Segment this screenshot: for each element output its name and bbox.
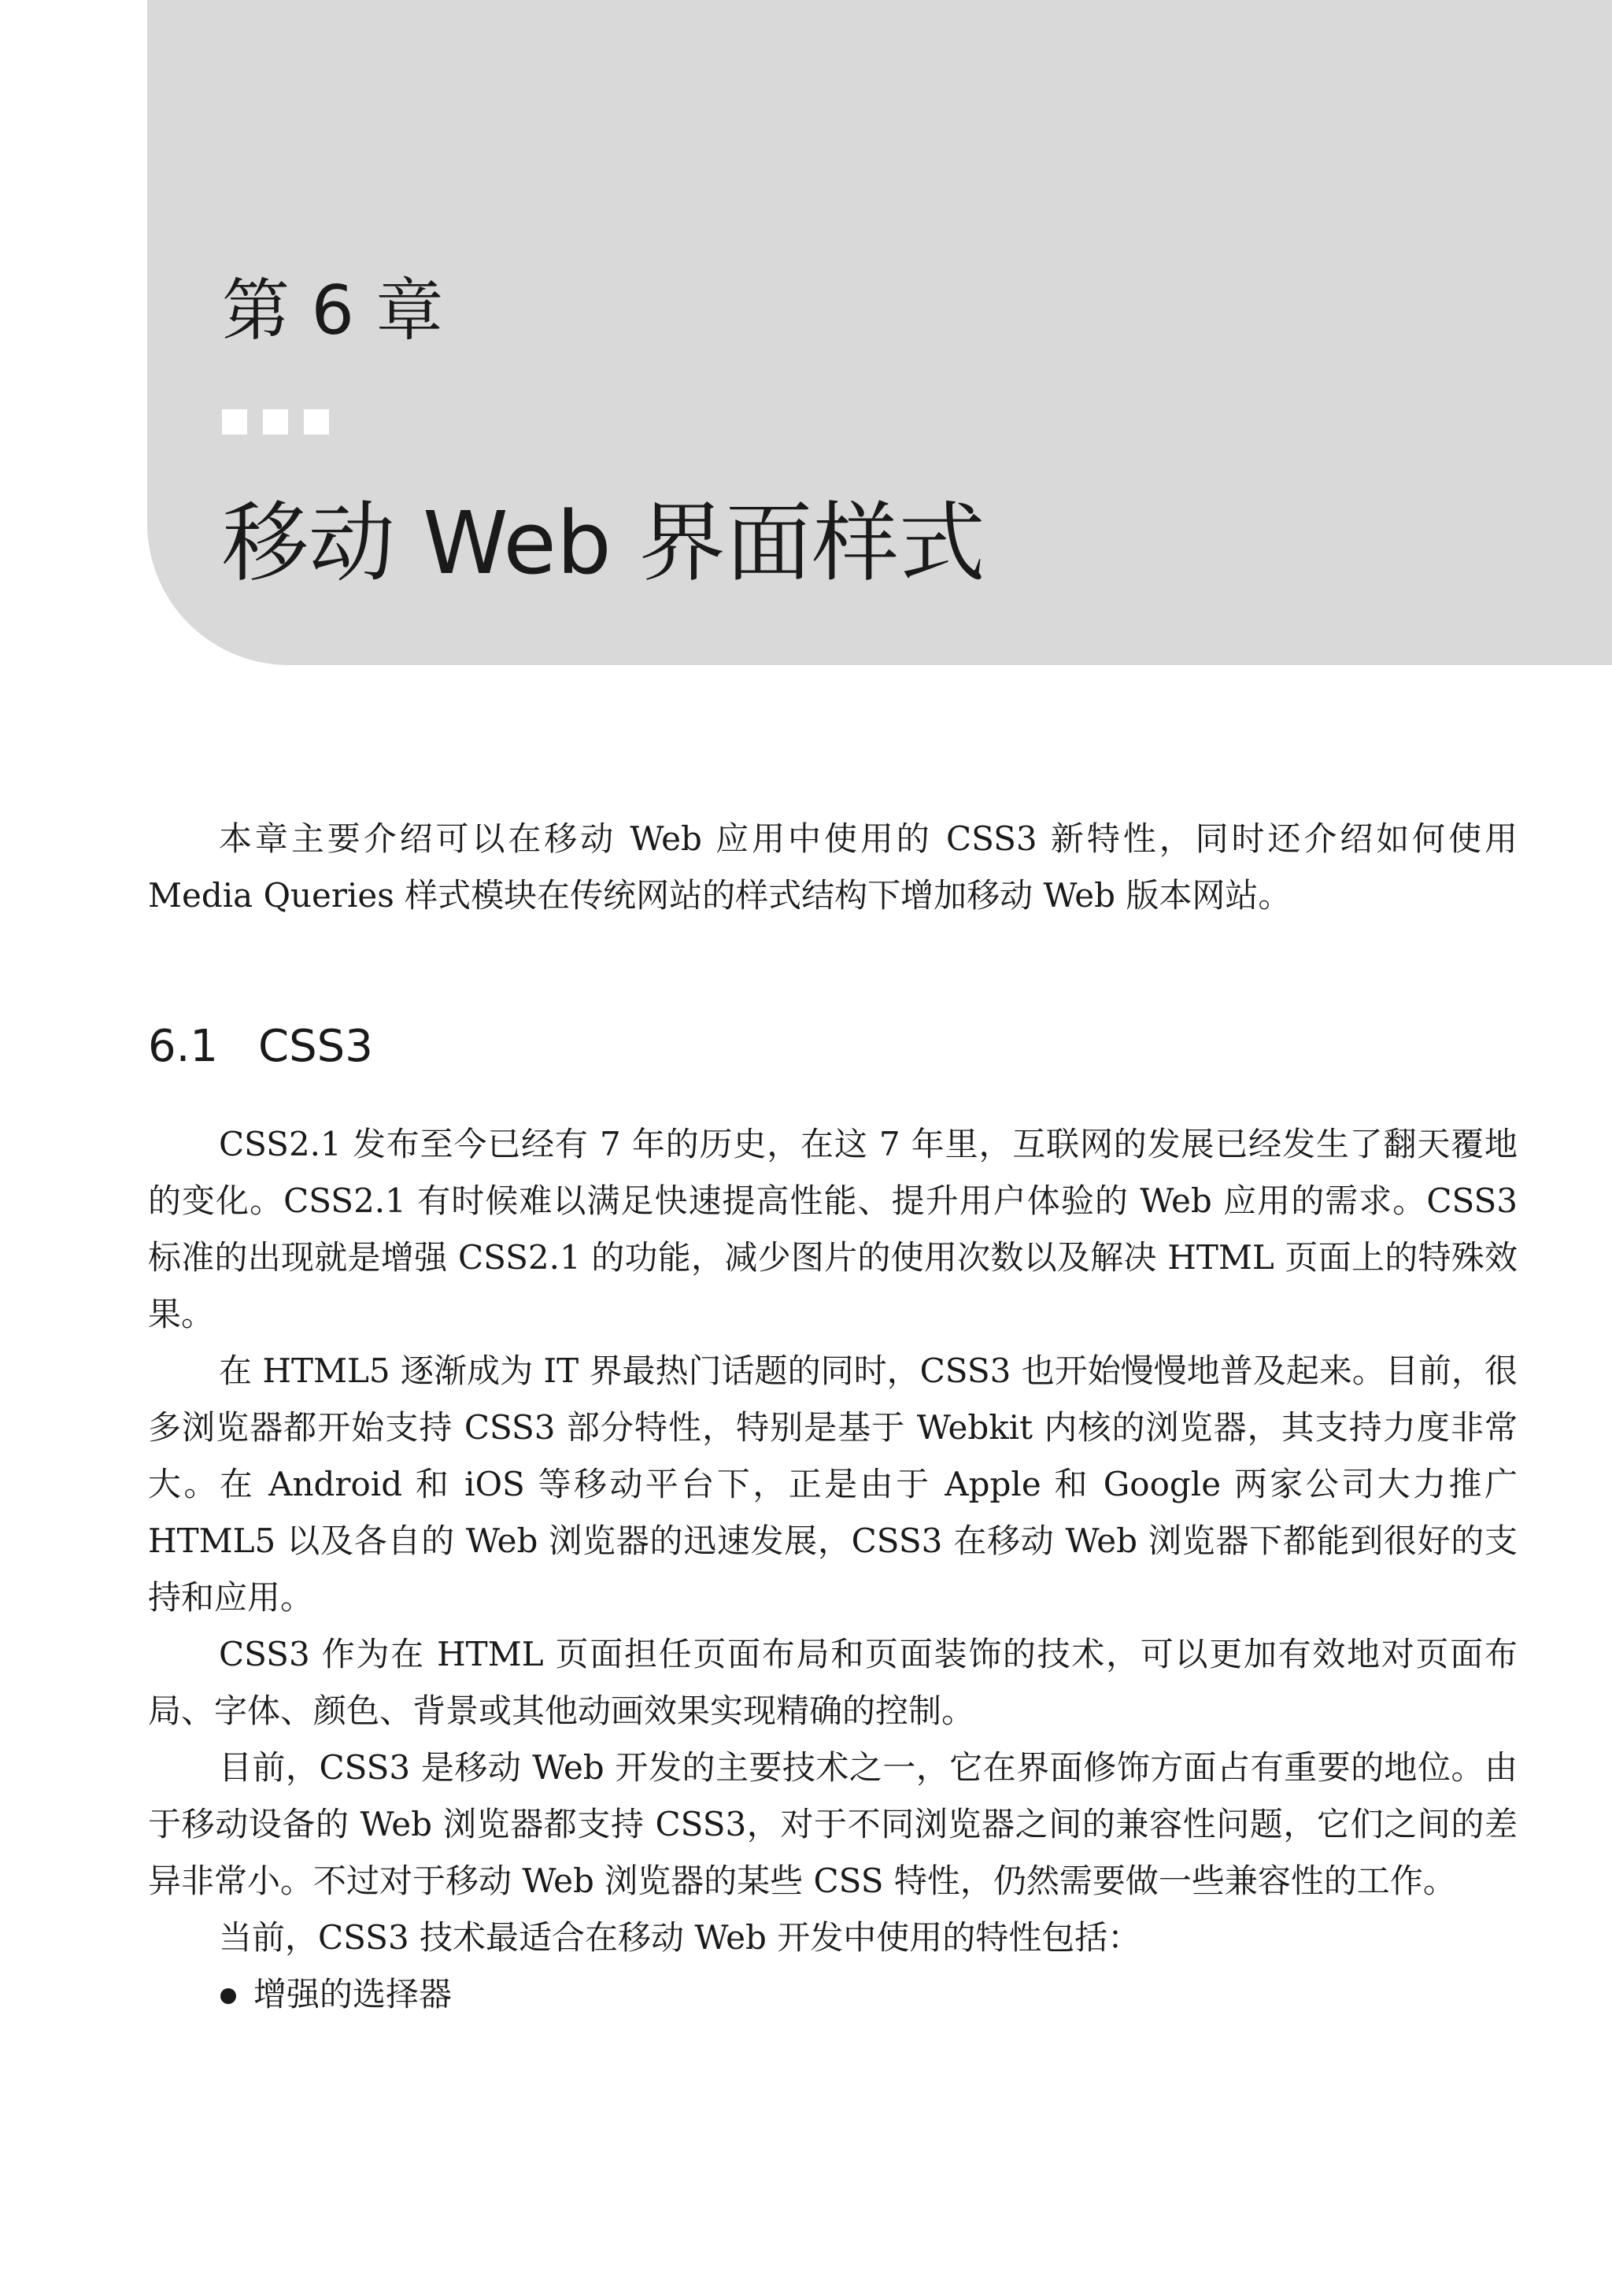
decoration-square	[263, 409, 288, 434]
chapter-decoration	[222, 409, 329, 434]
decoration-square	[222, 409, 247, 434]
chapter-title: 移动 Web 界面样式	[222, 493, 985, 593]
chapter-number: 第 6 章	[222, 272, 444, 350]
paragraph: CSS2.1 发布至今已经有 7 年的历史，在这 7 年里，互联网的发展已经发生了翻天覆地的变化。CSS2.1 有时候难以满足快速提高性能、提升用户体验的 Web 应用的需求。CSS3 标准的出现就是增强 CSS2.1 的功能，减少图片的使用次数以及解决 HTML 页面上的特殊效果。	[148, 1125, 1518, 1333]
paragraph: 当前，CSS3 技术最适合在移动 Web 开发中使用的特性包括：	[219, 1918, 1141, 1957]
bullet-icon	[220, 1988, 236, 2004]
bullet-list-item	[148, 1966, 1518, 2023]
bullet-text: 增强的选择器	[253, 1975, 453, 2013]
decoration-square	[304, 409, 329, 434]
paragraph: 在 HTML5 逐渐成为 IT 界最热门话题的同时，CSS3 也开始慢慢地普及起来。目前，很多浏览器都开始支持 CSS3 部分特性，特别是基于 Webkit 内核的浏览器，其支持力度非常大。在 Android 和 iOS 等移动平台下，正是由于 Apple 和 Google 两家公司大力推广 HTML5 以及各自的 Web 浏览器的迅速发展，CSS3 在移动 Web 浏览器下都能到很好的支持和应用。	[148, 1351, 1518, 1617]
section-heading	[148, 1015, 373, 1078]
paragraph: 目前，CSS3 是移动 Web 开发的主要技术之一，它在界面修饰方面占有重要的地位。由于移动设备的 Web 浏览器都支持 CSS3，对于不同浏览器之间的兼容性问题，它们之间的差异非常小。不过对于移动 Web 浏览器的某些 CSS 特性，仍然需要做一些兼容性的工作。	[148, 1748, 1518, 1900]
section-number: 6.1	[148, 1021, 219, 1072]
paragraph: CSS3 作为在 HTML 页面担任页面布局和页面装饰的技术，可以更加有效地对页面布局、字体、颜色、背景或其他动画效果实现精确的控制。	[148, 1635, 1518, 1730]
section-body	[148, 1116, 1518, 2023]
section-title: CSS3	[258, 1021, 373, 1072]
intro-paragraph: 本章主要介绍可以在移动 Web 应用中使用的 CSS3 新特性，同时还介绍如何使用 Media Queries 样式模块在传统网站的样式结构下增加移动 Web 版本网站。	[148, 819, 1518, 915]
